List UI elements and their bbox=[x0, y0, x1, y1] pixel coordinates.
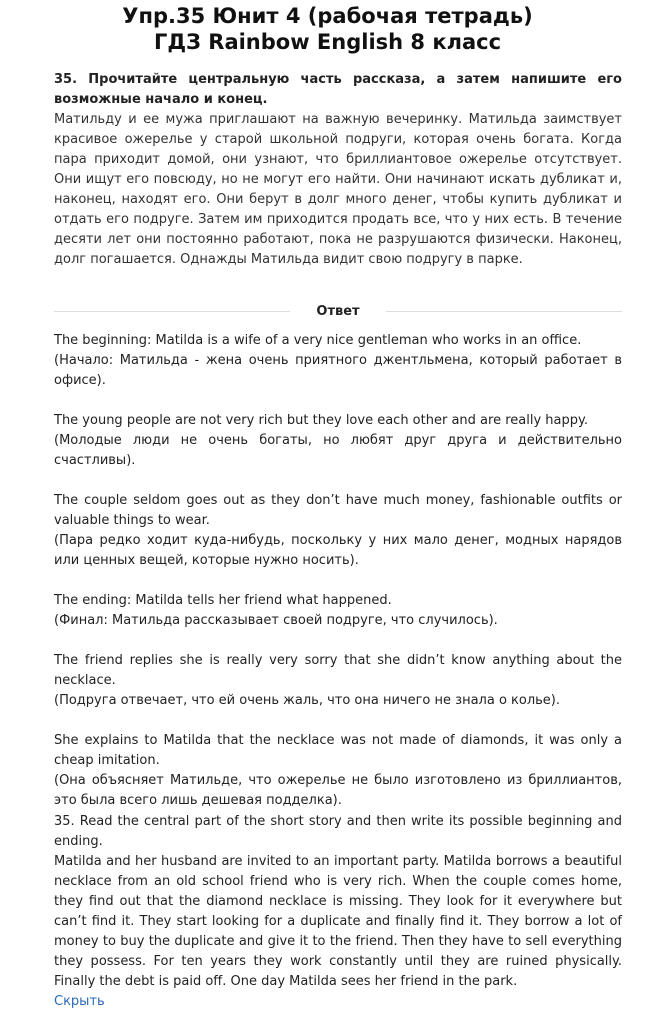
answer-en: The beginning: Matilda is a wife of a very nice gentleman who works in an office. bbox=[54, 333, 582, 348]
answer-ru: (Она объясняет Матильде, что ожерелье не было изготовлено из бриллиантов, это была всего лишь дешевая подделка). bbox=[54, 773, 622, 808]
answer-paragraph bbox=[54, 651, 622, 711]
answer-en: The friend replies she is really very sorry that she didn’t know anything about the necklace. bbox=[54, 653, 622, 688]
page-title bbox=[0, 0, 655, 55]
title-line-1: Упр.35 Юнит 4 (рабочая тетрадь) bbox=[122, 4, 533, 28]
english-task-heading: 35. Read the central part of the short story and then write its possible beginning and ending. bbox=[54, 814, 622, 849]
answer-en: The ending: Matilda tells her friend what happened. bbox=[54, 593, 392, 608]
divider-line-right bbox=[386, 311, 622, 312]
answer-en: She explains to Matilda that the necklace was not made of diamonds, it was only a cheap imitation. bbox=[54, 733, 622, 768]
task-text: Матильду и ее мужа приглашают на важную вечеринку. Матильда заимствует красивое ожерелье у старой школьной подруги, которая очень богата. Когда пара приходит домой, они узнают, что бриллиантовое ожерелье отсутствует. Они ищут его повсюду, но не могут его найти. Они начинают искать дубликат и, наконец, находят его. Они берут в долг много денег, чтобы купить дубликат и отдать его подруге. Затем им приходится продать все, что у них есть. В течение десяти лет они постоянно работают, пока не разрушаются физически. Наконец, долг погашается. Однажды Матильда видит свою подругу в парке. bbox=[54, 112, 622, 267]
answer-en: The young people are not very rich but they love each other and are really happy. bbox=[54, 413, 588, 428]
answers-section bbox=[54, 331, 622, 831]
answer-paragraph bbox=[54, 591, 622, 631]
answer-divider bbox=[54, 301, 622, 321]
answer-ru: (Молодые люди не очень богаты, но любят друг друга и действительно счастливы). bbox=[54, 433, 622, 468]
task-section bbox=[54, 70, 622, 270]
answer-paragraph bbox=[54, 491, 622, 571]
answer-ru: (Подруга отвечает, что ей очень жаль, что она ничего не знала о колье). bbox=[54, 693, 561, 708]
answer-ru: (Пара редко ходит куда-нибудь, поскольку у них мало денег, модных нарядов или ценных вещей, которые нужно носить). bbox=[54, 533, 622, 568]
answer-en: The couple seldom goes out as they don’t have much money, fashionable outfits or valuable things to wear. bbox=[54, 493, 622, 528]
answer-paragraph bbox=[54, 731, 622, 811]
english-task-text: Matilda and her husband are invited to an important party. Matilda borrows a beautiful necklace from an old school friend who is very rich. When the couple comes home, they find out that the diamond necklace is missing. They look for it everywhere but can’t find it. They start looking for a duplicate and finally find it. They borrow a lot of money to buy the duplicate and give it to the friend. Then they have to sell everything they possess. For ten years they work constantly until they are ruined physically. Finally the debt is paid off. One day Matilda sees her friend in the park. bbox=[54, 854, 622, 989]
answer-paragraph bbox=[54, 411, 622, 471]
english-task-section bbox=[54, 812, 622, 1012]
title-line-2: ГДЗ Rainbow English 8 класс bbox=[153, 30, 502, 54]
answer-label: Ответ bbox=[316, 304, 360, 319]
answer-ru: (Начало: Матильда - жена очень приятного джентльмена, который работает в офисе). bbox=[54, 353, 622, 388]
answer-paragraph bbox=[54, 331, 622, 391]
answer-ru: (Финал: Матильда рассказывает своей подруге, что случилось). bbox=[54, 613, 498, 628]
task-heading: 35. Прочитайте центральную часть рассказа, а затем напишите его возможные начало и конец. bbox=[54, 72, 622, 107]
hide-link[interactable]: Скрыть bbox=[54, 994, 105, 1009]
